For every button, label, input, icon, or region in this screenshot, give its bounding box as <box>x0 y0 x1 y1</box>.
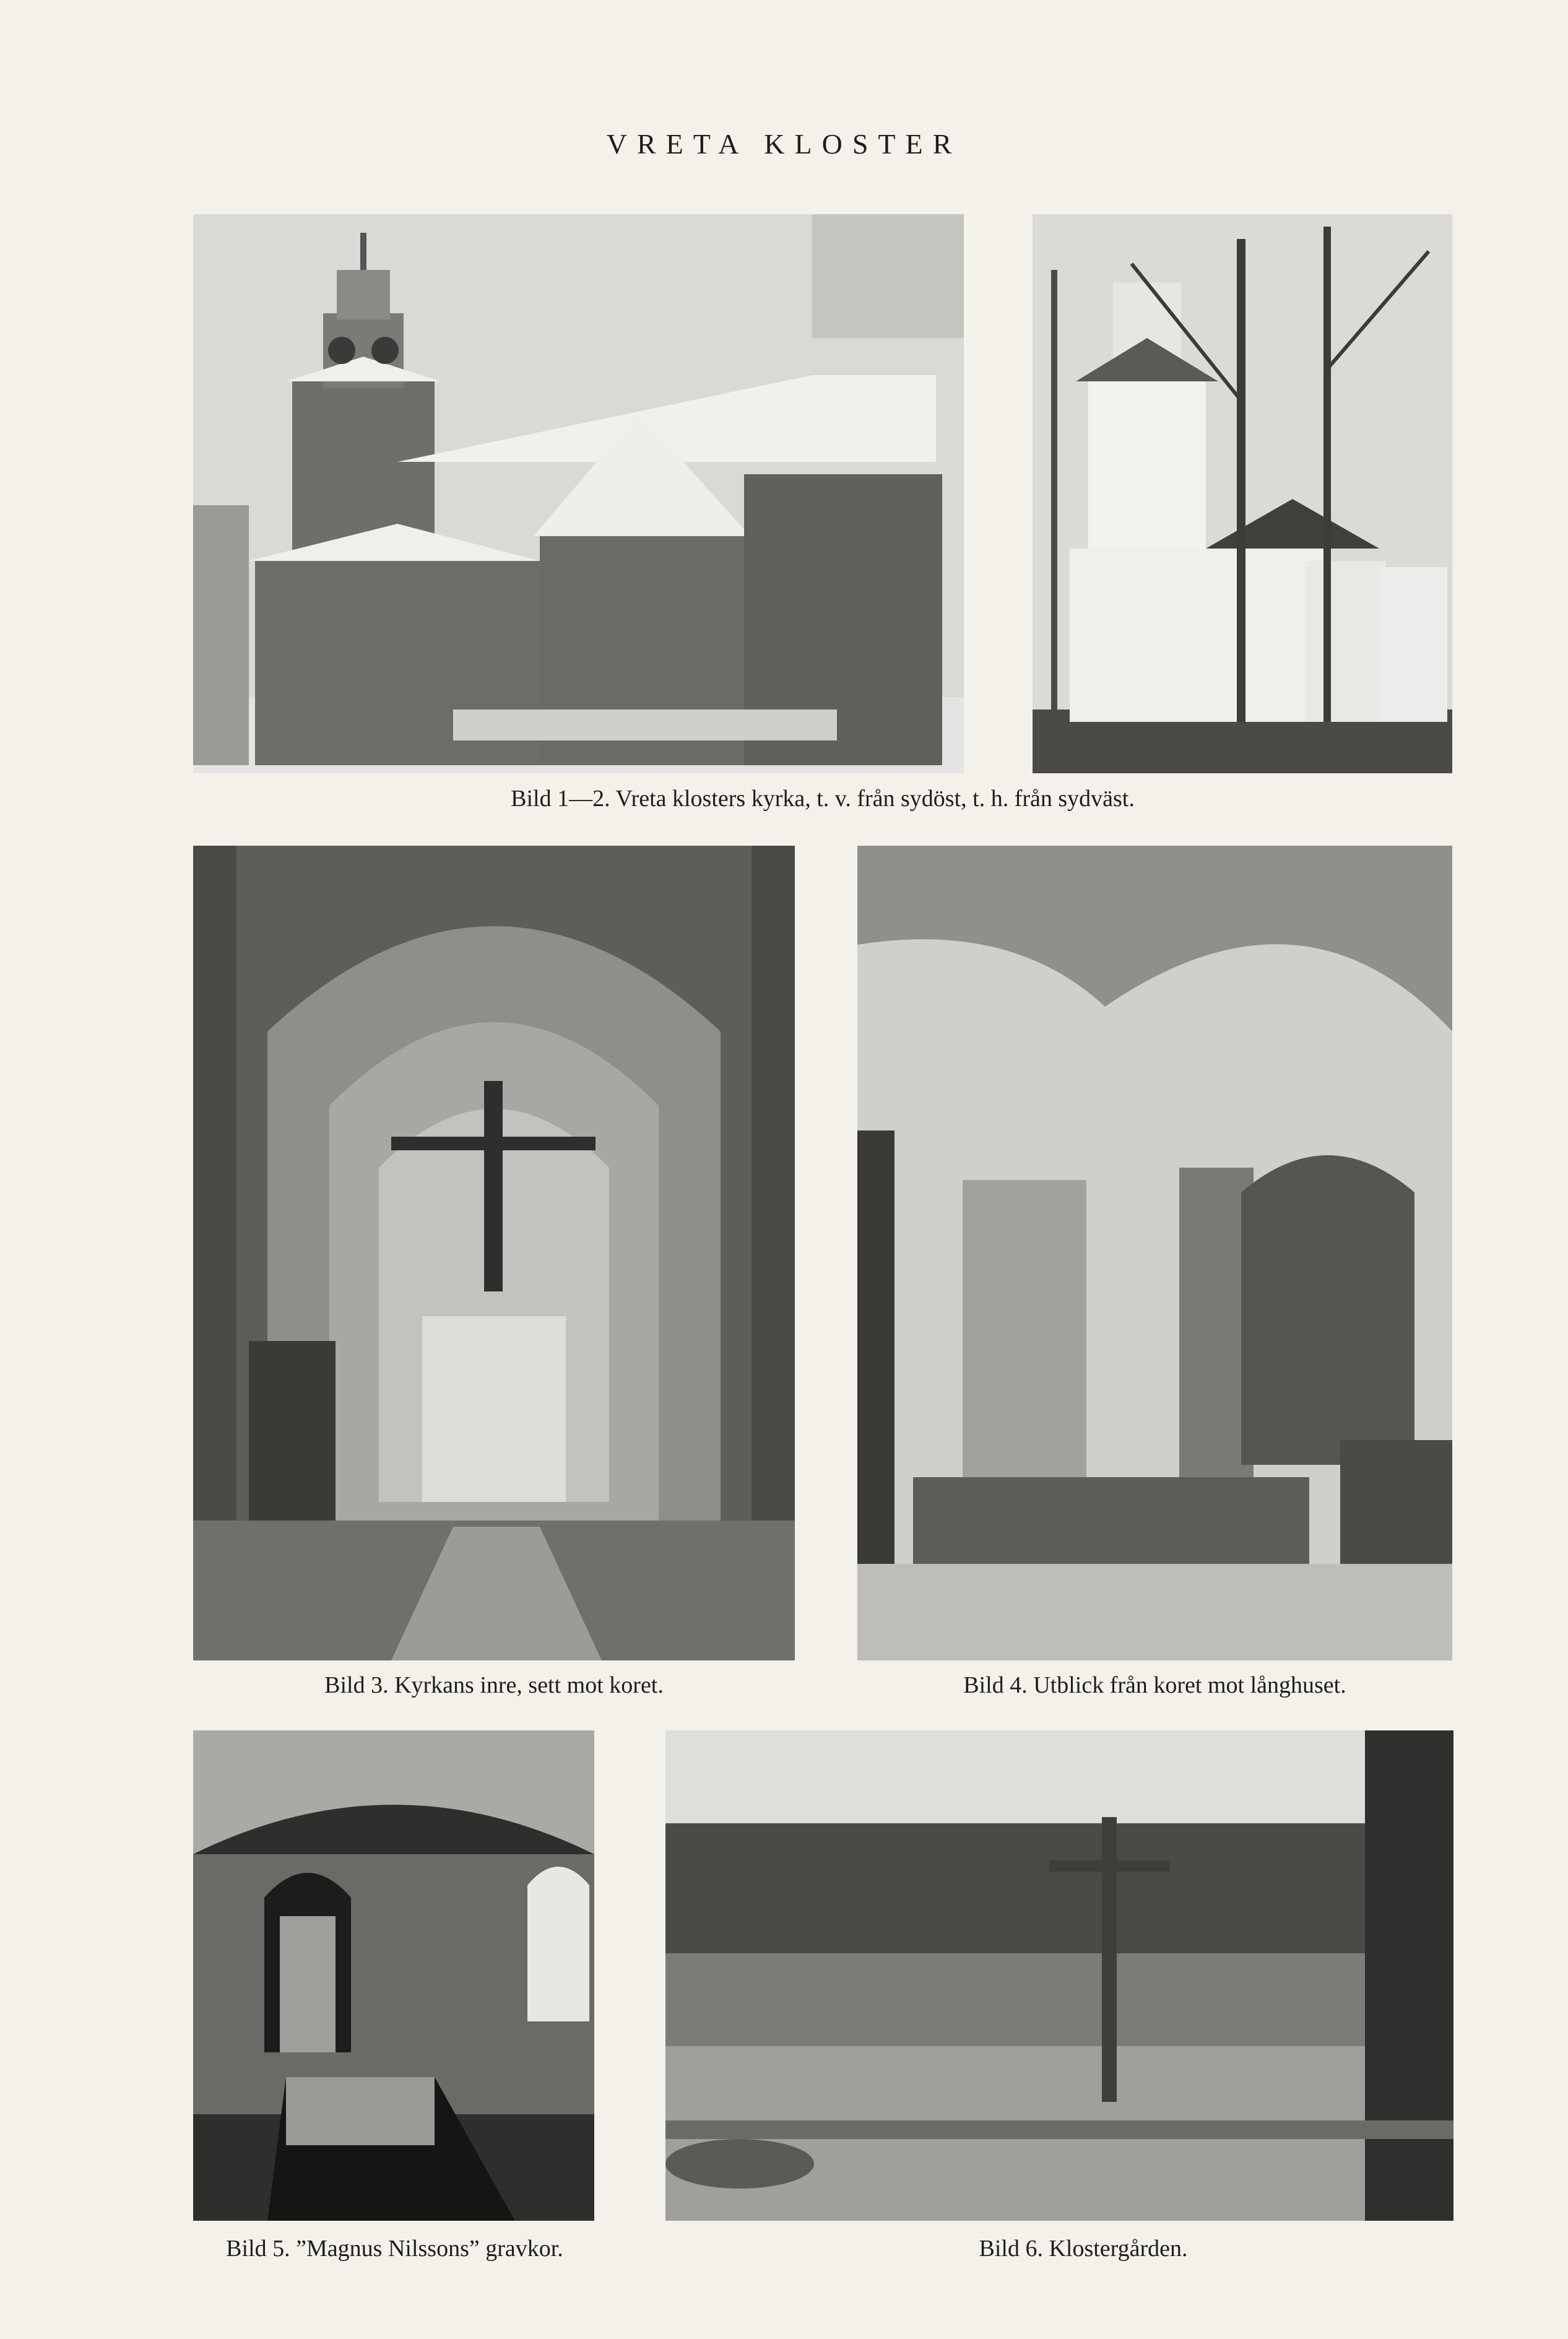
photo-cloister-garden <box>665 1730 1453 2221</box>
caption-bild-4: Bild 4. Utblick från koret mot långhuset. <box>963 1672 1346 1698</box>
caption-bild-6: Bild 6. Klostergården. <box>979 2236 1188 2262</box>
caption-bild-5: Bild 5. ”Magnus Nilssons” gravkor. <box>226 2236 563 2262</box>
photo-interior-choir <box>193 846 795 1660</box>
caption-bild-1-2: Bild 1—2. Vreta klosters kyrka, t. v. från sydöst, t. h. från sydväst. <box>511 786 1135 812</box>
page-title: VRETA KLOSTER <box>606 128 962 160</box>
photo-view-nave <box>857 846 1452 1660</box>
photo-church-southeast <box>193 214 964 773</box>
photo-grave-chapel <box>193 1730 594 2221</box>
photo-church-southwest <box>1033 214 1452 773</box>
caption-bild-3: Bild 3. Kyrkans inre, sett mot koret. <box>324 1672 664 1698</box>
